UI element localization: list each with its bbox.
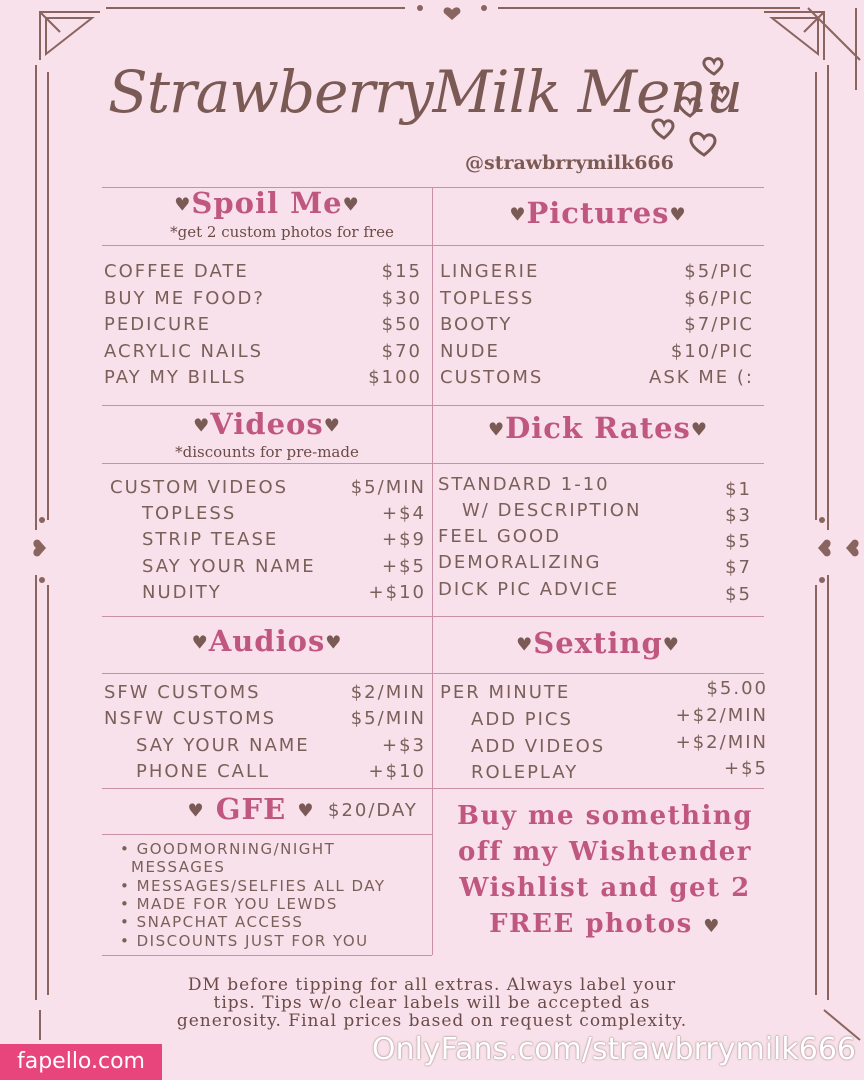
gfe-bullet: • MADE FOR YOU LEWDS bbox=[120, 895, 338, 913]
menu-item: NUDE $10/PIC bbox=[440, 341, 754, 362]
menu-item: W/ DESCRIPTION $3 bbox=[462, 500, 752, 526]
wishlist-line: Buy me something bbox=[456, 801, 754, 831]
divider bbox=[102, 788, 764, 789]
section-title-videos: ♥Videos♥ bbox=[193, 407, 341, 441]
gfe-bullet: • DISCOUNTS JUST FOR YOU bbox=[120, 932, 369, 950]
menu-item: DICK PIC ADVICE $5 bbox=[438, 579, 752, 605]
menu-item: NUDITY +$10 bbox=[142, 582, 426, 603]
heart-icon: ♥ bbox=[187, 800, 205, 822]
heart-icon: ♥ bbox=[669, 204, 687, 226]
section-title-gfe: ♥ GFE ♥ bbox=[187, 792, 315, 826]
menu-item: BUY ME FOOD? $30 bbox=[104, 288, 422, 309]
gfe-bullet: MESSAGES bbox=[131, 858, 226, 876]
hearts-doodle-icon bbox=[650, 50, 740, 170]
gfe-bullet: • SNAPCHAT ACCESS bbox=[120, 913, 304, 931]
menu-item: STANDARD 1-10 $1 bbox=[438, 474, 752, 500]
gfe-bullet: • MESSAGES/SELFIES ALL DAY bbox=[120, 877, 386, 895]
heart-icon: ♥ bbox=[193, 415, 211, 437]
heart-icon: ♥ bbox=[662, 634, 680, 656]
menu-item: SFW CUSTOMS $2/MIN bbox=[104, 682, 426, 703]
divider bbox=[102, 955, 432, 956]
menu-item: ADD VIDEOS +$2/MIN bbox=[471, 732, 768, 757]
menu-item: COFFEE DATE $15 bbox=[104, 261, 422, 282]
wishlist-line: off my Wishtender bbox=[458, 837, 752, 867]
menu-item: DEMORALIZING $7 bbox=[438, 552, 752, 578]
heart-icon: ♥ bbox=[516, 634, 534, 656]
heart-icon: ♥ bbox=[703, 916, 721, 937]
menu-item: SAY YOUR NAME +$3 bbox=[136, 735, 426, 756]
menu-item: ADD PICS +$2/MIN bbox=[471, 705, 768, 730]
divider bbox=[102, 245, 764, 246]
menu-item: STRIP TEASE +$9 bbox=[142, 529, 426, 550]
menu-item: PHONE CALL +$10 bbox=[136, 761, 426, 782]
divider bbox=[102, 405, 764, 406]
footer-line: tips. Tips w/o clear labels will be accepted as bbox=[213, 993, 651, 1013]
footer-note bbox=[90, 976, 774, 1030]
heart-icon: ♥ bbox=[297, 800, 315, 822]
section-title-sexting: ♥Sexting♥ bbox=[516, 626, 680, 660]
divider bbox=[102, 673, 764, 674]
heart-icon: ♥ bbox=[509, 204, 527, 226]
footer-line: generosity. Final prices based on request complexity. bbox=[176, 1011, 688, 1031]
gfe-price: $20/DAY bbox=[328, 800, 418, 821]
heart-icon: ♥ bbox=[325, 632, 343, 654]
menu-item: TOPLESS +$4 bbox=[142, 503, 426, 524]
footer-line: DM before tipping for all extras. Always label your bbox=[187, 975, 677, 995]
heart-icon: ♥ bbox=[690, 419, 709, 441]
spoil-note: *get 2 custom photos for free bbox=[170, 223, 394, 241]
wishlist-promo bbox=[440, 798, 770, 945]
heart-icon: ♥ bbox=[487, 419, 506, 441]
heart-icon: ♥ bbox=[323, 415, 341, 437]
heart-icon: ♥ bbox=[191, 632, 209, 654]
heart-icon: ♥ bbox=[174, 194, 192, 216]
section-title-audios: ♥Audios♥ bbox=[191, 624, 343, 658]
wishlist-line: Wishlist and get 2 bbox=[459, 873, 751, 903]
menu-item: LINGERIE $5/PIC bbox=[440, 261, 754, 282]
menu-item: CUSTOM VIDEOS $5/MIN bbox=[110, 477, 426, 498]
menu-item: ROLEPLAY +$5 bbox=[471, 758, 768, 783]
handle-text: @strawbrrymilk666 bbox=[465, 152, 674, 174]
heart-icon: ♥ bbox=[342, 194, 360, 216]
section-title-spoil-me: ♥Spoil Me♥ bbox=[174, 186, 360, 220]
menu-item: ACRYLIC NAILS $70 bbox=[104, 341, 422, 362]
watermark-left: fapello.com bbox=[0, 1044, 162, 1080]
gfe-bullet: • GOODMORNING/NIGHT bbox=[120, 840, 336, 858]
menu-item: TOPLESS $6/PIC bbox=[440, 288, 754, 309]
section-title-dick-rates: ♥Dick Rates♥ bbox=[487, 411, 709, 445]
column-divider bbox=[432, 187, 433, 955]
menu-title: StrawberryMilk Menu bbox=[108, 58, 743, 126]
wishlist-line: FREE photos ♥ bbox=[489, 909, 721, 939]
menu-item: PAY MY BILLS $100 bbox=[104, 367, 422, 388]
divider bbox=[102, 616, 764, 617]
menu-item: FEEL GOOD $5 bbox=[438, 526, 752, 552]
section-title-pictures: ♥Pictures♥ bbox=[509, 196, 687, 230]
menu-item: NSFW CUSTOMS $5/MIN bbox=[104, 708, 426, 729]
menu-item: BOOTY $7/PIC bbox=[440, 314, 754, 335]
videos-note: *discounts for pre-made bbox=[175, 443, 359, 461]
menu-item: PER MINUTE $5.00 bbox=[440, 678, 768, 703]
divider bbox=[102, 834, 432, 835]
menu-item: CUSTOMS ASK ME (: bbox=[440, 367, 754, 388]
menu-item: PEDICURE $50 bbox=[104, 314, 422, 335]
divider bbox=[102, 463, 764, 464]
menu-item: SAY YOUR NAME +$5 bbox=[142, 556, 426, 577]
watermark-right: OnlyFans.com/strawbrrymilk666 bbox=[371, 1032, 856, 1067]
